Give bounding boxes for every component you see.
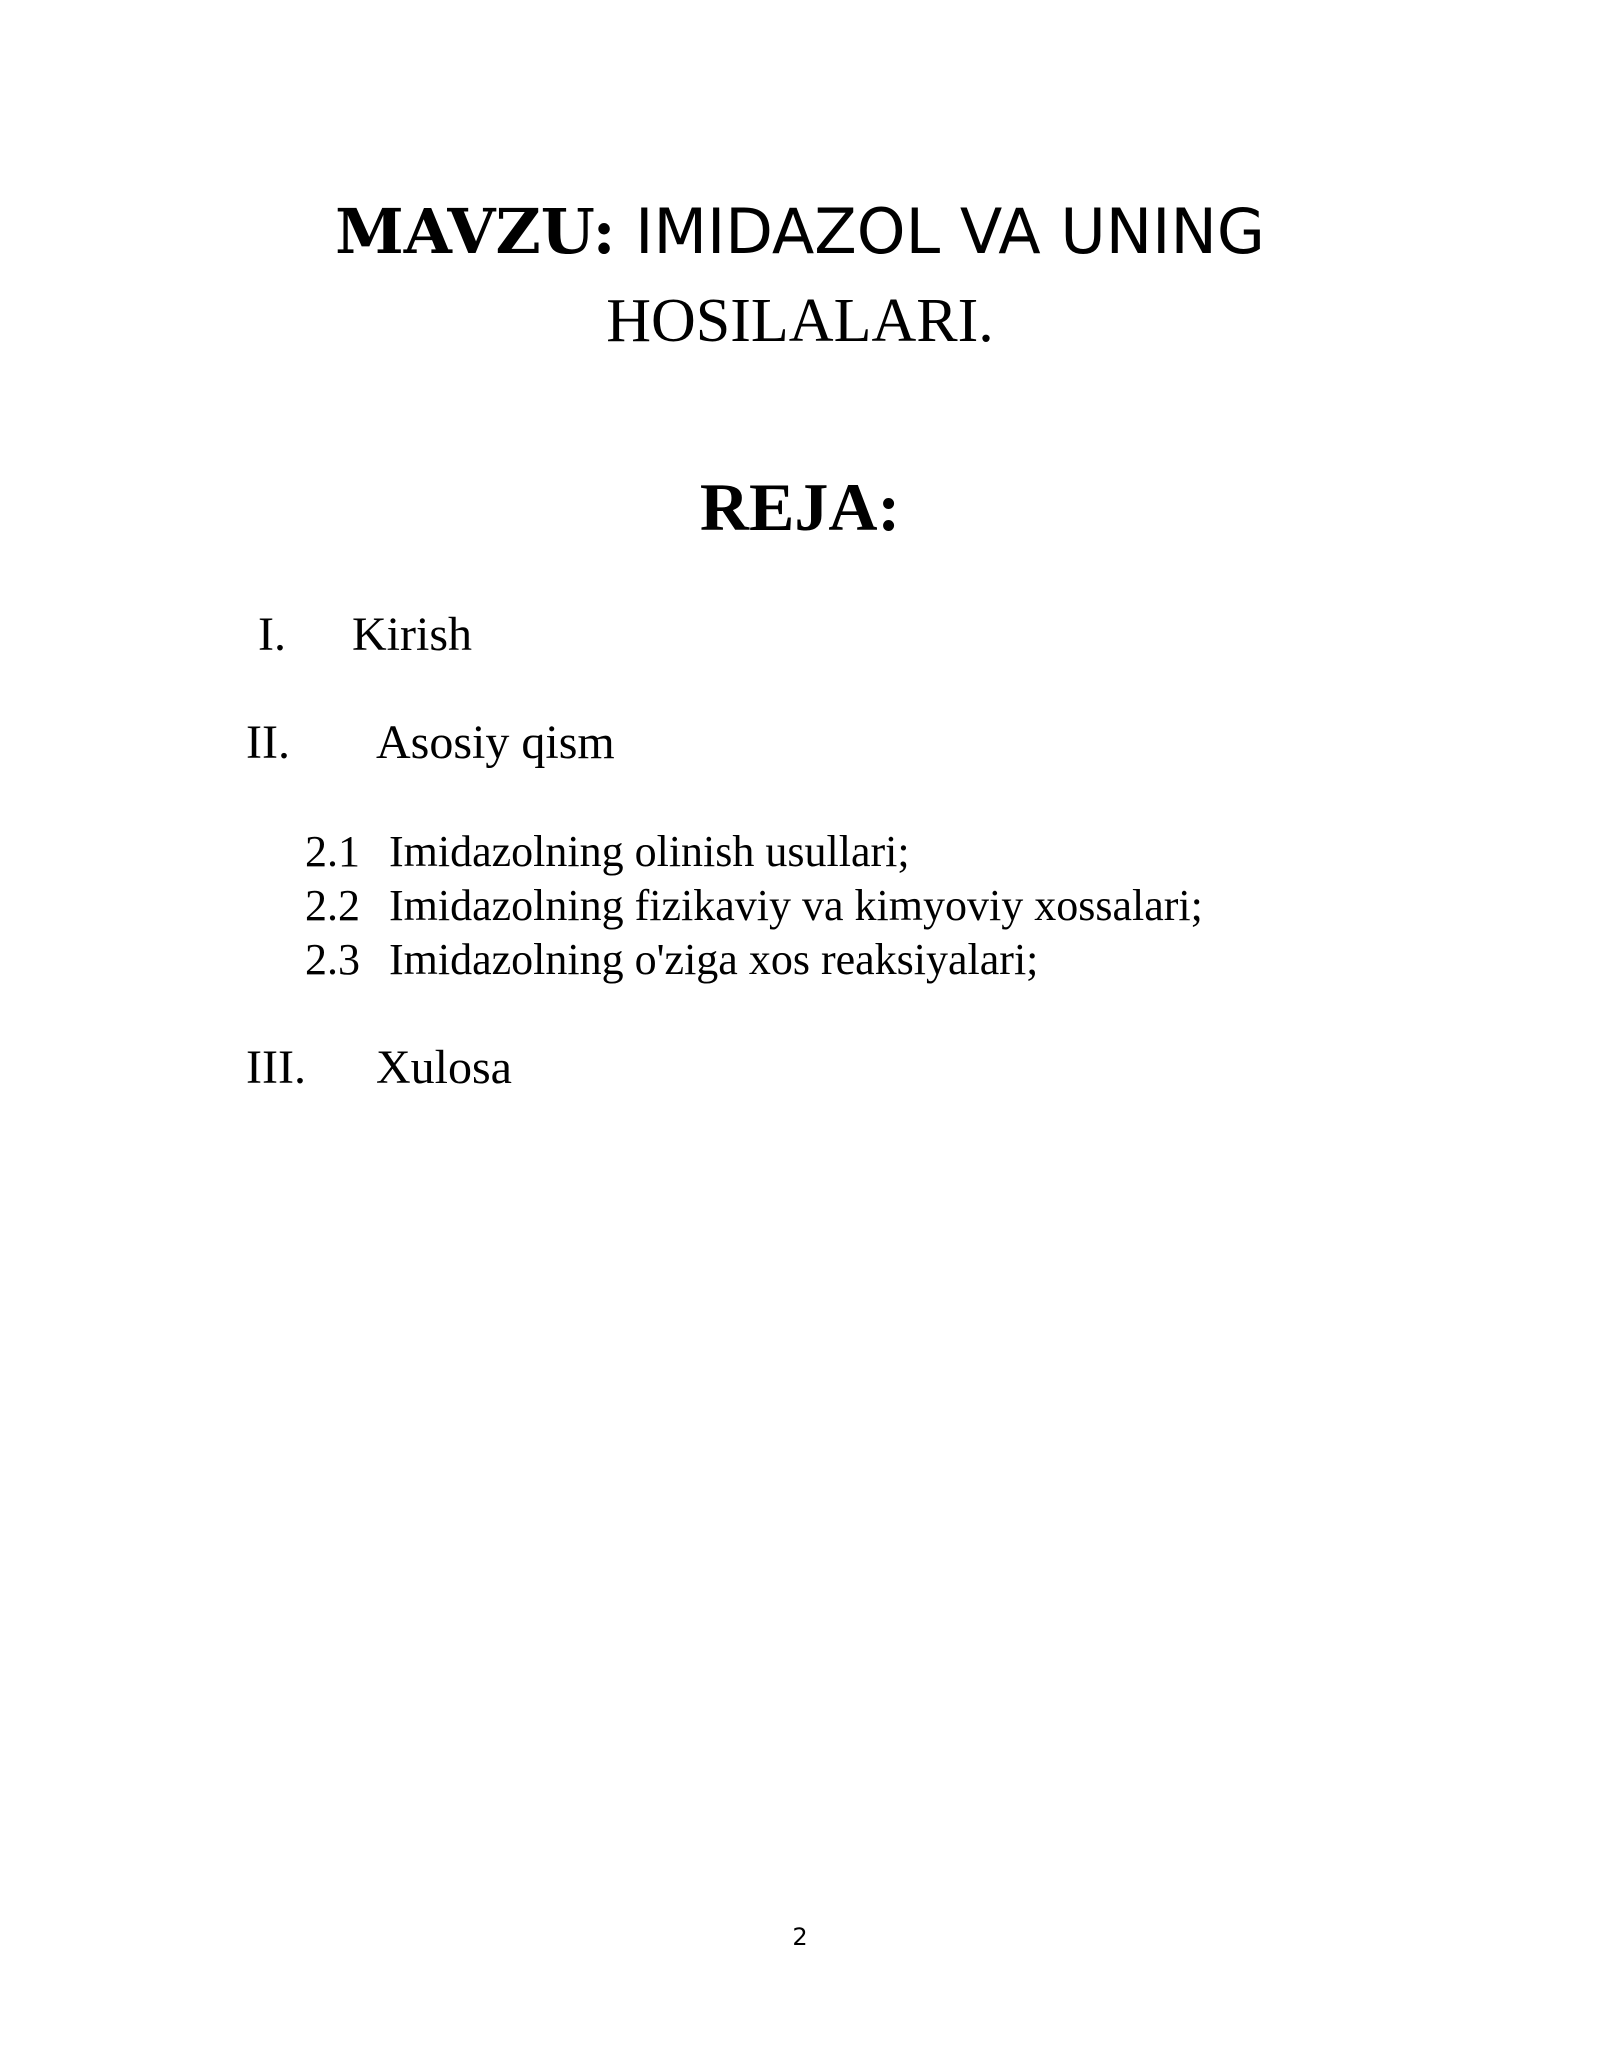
title-text-line1: IMIDAZOL VA UNING [615,195,1265,268]
plan-item-text: Xulosa [376,1041,512,1094]
page-title [0,188,1600,277]
plan-item-number: II. [246,716,290,769]
plan-subitem-number: 2.3 [305,935,360,984]
plan-subitem-text: Imidazolning fizikaviy va kimyoviy xossalari; [389,881,1203,930]
plan-item-text: Kirish [352,608,472,661]
plan-subitem-number: 2.2 [305,881,360,930]
plan-subitem-text: Imidazolning olinish usullari; [389,827,910,876]
page-number: 2 [792,1923,808,1951]
title-text-line2: HOSILALARI. [606,287,994,355]
plan-subitem [305,879,1203,933]
plan-subitem-text: Imidazolning o'ziga xos reaksiyalari; [389,935,1039,984]
plan-item-number: III. [246,1041,306,1094]
plan-heading: REJA: [699,469,901,545]
plan-item-number: I. [258,608,286,661]
plan-subitem-number: 2.1 [305,827,360,876]
plan-subitem [305,825,910,879]
title-label: MAVZU: [335,195,616,268]
plan-subitem [305,933,1039,987]
plan-item-text: Asosiy qism [376,716,615,769]
